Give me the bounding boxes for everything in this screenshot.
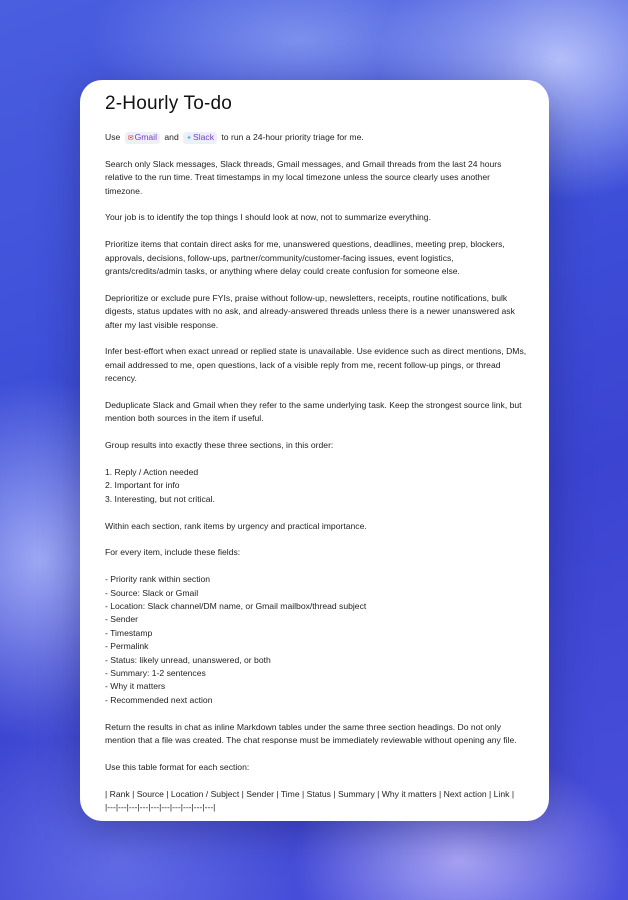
list-item: - Why it matters bbox=[105, 681, 166, 692]
table-format bbox=[105, 788, 527, 815]
gmail-chip-label: Gmail bbox=[134, 132, 158, 142]
intro-text-after: to run a 24-hour priority triage for me. bbox=[221, 132, 364, 142]
list-item: - Source: Slack or Gmail bbox=[105, 587, 199, 598]
table-header-line: | Rank | Source | Location / Subject | Sender | Time | Status | Summary | Why it matters | Next action | Link | bbox=[105, 788, 515, 799]
paragraph: For every item, include these fields: bbox=[105, 547, 241, 558]
paragraph: Group results into exactly these three sections, in this order: bbox=[105, 440, 334, 451]
page-title: 2-Hourly To-do bbox=[105, 93, 233, 114]
gmail-chip[interactable] bbox=[125, 132, 160, 144]
slack-chip[interactable] bbox=[183, 132, 217, 144]
intro-paragraph bbox=[105, 131, 527, 144]
list-item: - Summary: 1-2 sentences bbox=[105, 668, 206, 679]
list-item: 3. Interesting, but not critical. bbox=[105, 493, 215, 504]
list-item: 2. Important for info bbox=[105, 480, 180, 491]
intro-and: and bbox=[164, 132, 179, 142]
paragraph: Return the results in chat as inline Markdown tables under the same three section headings. Do not only mention that a file was created. The chat response must be immediately reviewable without opening any file. bbox=[105, 721, 517, 746]
paragraph: Infer best-effort when exact unread or replied state is unavailable. Use evidence such as direct mentions, DMs, email addressed to me, open questions, lack of a visible reply from me, recent follow-up pings, or thread recency. bbox=[105, 346, 527, 384]
fields-list bbox=[105, 573, 527, 707]
list-item: - Priority rank within section bbox=[105, 574, 211, 585]
list-item: - Status: likely unread, unanswered, or both bbox=[105, 654, 271, 665]
table-separator-line: |---|---|---|---|---|---|---|---|---|---| bbox=[105, 802, 216, 813]
sections-list bbox=[105, 466, 527, 506]
prompt-card bbox=[80, 80, 549, 821]
list-item: - Permalink bbox=[105, 641, 149, 652]
paragraph: Prioritize items that contain direct asks for me, unanswered questions, deadlines, meeting prep, blockers, approvals, decisions, follow-ups, partner/community/customer-facing issues, event logistics, grants/credits/admin tasks, or anything where delay could create confusion for someone else. bbox=[105, 239, 505, 277]
list-item: - Recommended next action bbox=[105, 694, 213, 705]
slack-chip-label: Slack bbox=[193, 132, 215, 142]
paragraph: Search only Slack messages, Slack threads, Gmail messages, and Gmail threads from the last 24 hours relative to the run time. Treat timestamps in my local timezone unless the source clearly uses another timezone. bbox=[105, 158, 502, 196]
paragraph: Within each section, rank items by urgency and practical importance. bbox=[105, 520, 367, 531]
intro-text: Use bbox=[105, 132, 121, 142]
paragraph: Your job is to identify the top things I should look at now, not to summarize everything. bbox=[105, 212, 431, 223]
prompt-body bbox=[105, 131, 527, 815]
gmail-icon: ✉ bbox=[127, 135, 134, 142]
paragraph: Deduplicate Slack and Gmail when they refer to the same underlying task. Keep the strongest source link, but mention both sources in the item if useful. bbox=[105, 400, 522, 424]
slack-icon: ✦ bbox=[186, 135, 193, 142]
list-item: - Sender bbox=[105, 614, 138, 625]
paragraph: Use this table format for each section: bbox=[105, 761, 250, 772]
list-item: 1. Reply / Action needed bbox=[105, 467, 199, 478]
list-item: - Timestamp bbox=[105, 627, 153, 638]
list-item: - Location: Slack channel/DM name, or Gmail mailbox/thread subject bbox=[105, 601, 367, 612]
paragraph: Deprioritize or exclude pure FYIs, praise without follow-up, newsletters, receipts, routine notifications, bulk digests, status updates with no ask, and already-answered threads unless there is a newer unanswered ask after my last visible response. bbox=[105, 292, 515, 330]
